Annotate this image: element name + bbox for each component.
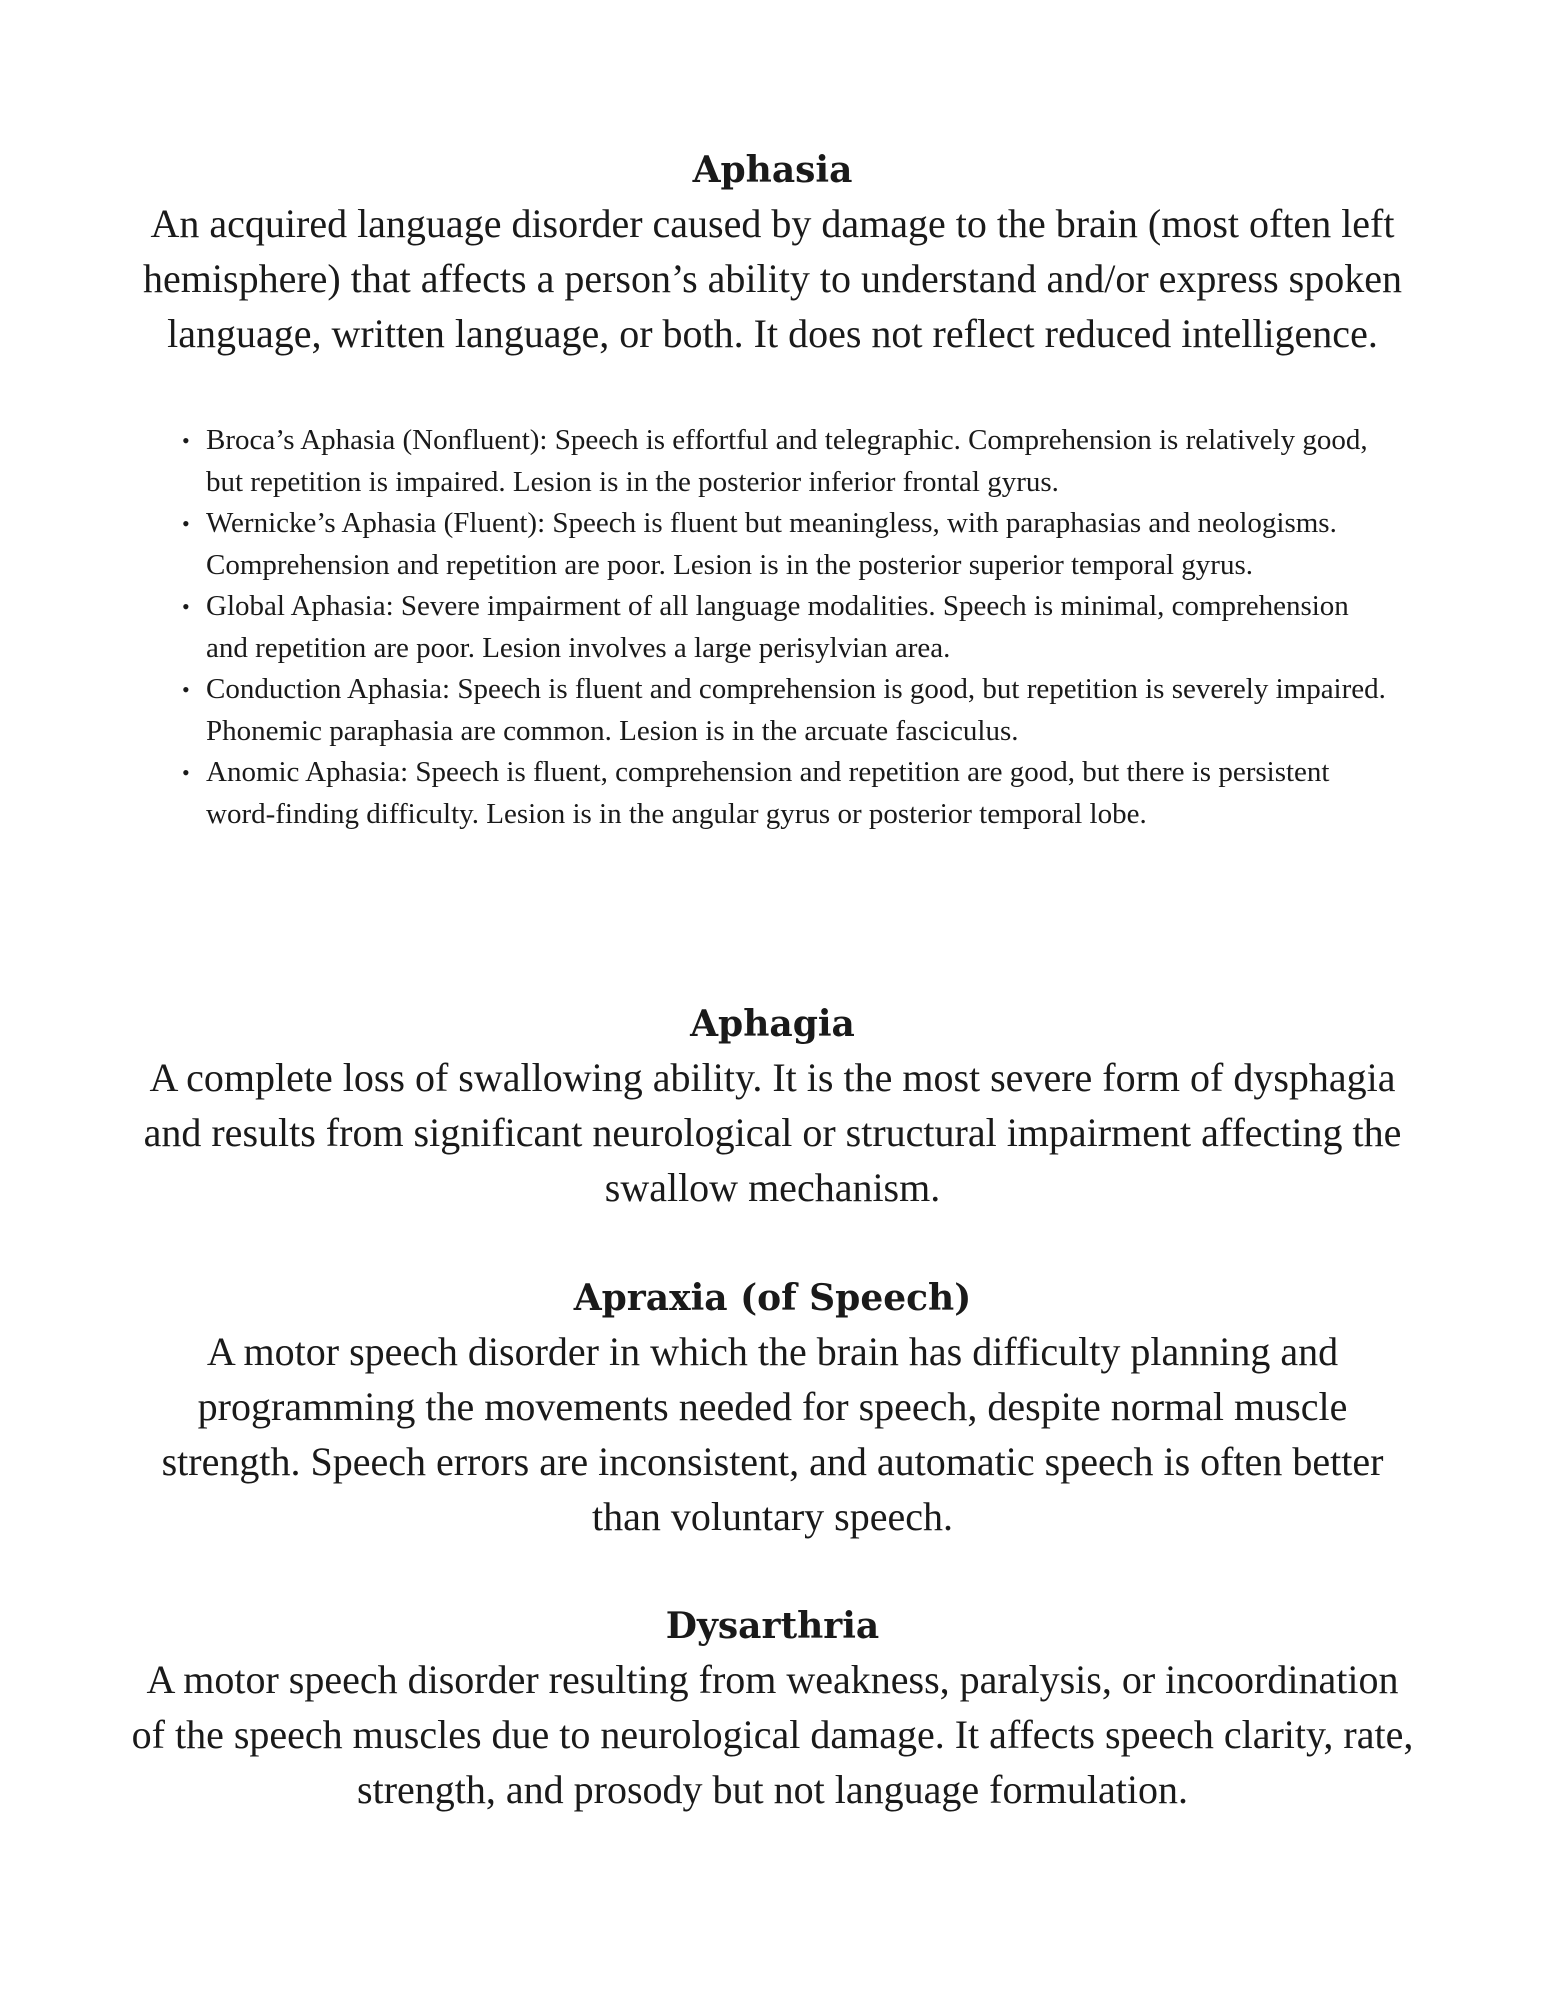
aphagia-definition: A complete loss of swallowing ability. It is the most severe form of dysphagia and results from significant neurological or structural impairment affecting the swallow mechanism. (143, 1055, 1402, 1210)
list-item (182, 752, 1392, 835)
aphasia-type-text: Wernicke’s Aphasia (Fluent): Speech is fluent but meaningless, with paraphasias and neologisms. Comprehension and repetition are poor. Lesion is in the posterior superior temporal gyrus. (206, 507, 1337, 581)
bullet-icon: • (182, 511, 190, 536)
aphasia-type-text: Anomic Aphasia: Speech is fluent, comprehension and repetition are good, but there is persistent word-finding difficulty. Lesion is in the angular gyrus or posterior temporal lobe. (206, 756, 1330, 830)
list-item (182, 586, 1392, 669)
bullet-icon: • (182, 594, 190, 619)
aphagia-heading: Aphagia (690, 1003, 855, 1045)
aphasia-definition: An acquired language disorder caused by damage to the brain (most often left hemisphere) that affects a person’s ability to understand and/or express spoken language, written language, or both. It does not reflect reduced intelligence. (143, 201, 1402, 356)
aphasia-types-list (182, 420, 1392, 835)
aphagia-section (130, 998, 1415, 1215)
dysarthria-definition: A motor speech disorder resulting from weakness, paralysis, or incoordination of the speech muscles due to neurological damage. It affects speech clarity, rate, strength, and prosody but not language formulation. (131, 1657, 1414, 1812)
aphasia-section (130, 144, 1415, 361)
dysarthria-heading: Dysarthria (665, 1605, 880, 1647)
dysarthria-section (130, 1600, 1415, 1817)
list-item (182, 503, 1392, 586)
apraxia-definition: A motor speech disorder in which the brain has difficulty planning and programming the movements needed for speech, despite normal muscle strength. Speech errors are inconsistent, and automatic speech is often better than voluntary speech. (161, 1329, 1384, 1539)
bullet-icon: • (182, 677, 190, 702)
aphasia-type-text: Conduction Aphasia: Speech is fluent and comprehension is good, but repetition is severely impaired. Phonemic paraphasia are common. Lesion is in the arcuate fasciculus. (206, 673, 1386, 747)
apraxia-heading: Apraxia (of Speech) (573, 1277, 972, 1319)
aphasia-heading: Aphasia (692, 149, 853, 191)
bullet-icon: • (182, 760, 190, 785)
list-item (182, 420, 1392, 503)
bullet-icon: • (182, 428, 190, 453)
list-item (182, 669, 1392, 752)
aphasia-type-text: Global Aphasia: Severe impairment of all language modalities. Speech is minimal, comprehension and repetition are poor. Lesion involves a large perisylvian area. (206, 590, 1349, 664)
aphasia-type-text: Broca’s Aphasia (Nonfluent): Speech is effortful and telegraphic. Comprehension is relatively good, but repetition is impaired. Lesion is in the posterior inferior frontal gyrus. (206, 424, 1368, 498)
apraxia-section (130, 1272, 1415, 1544)
